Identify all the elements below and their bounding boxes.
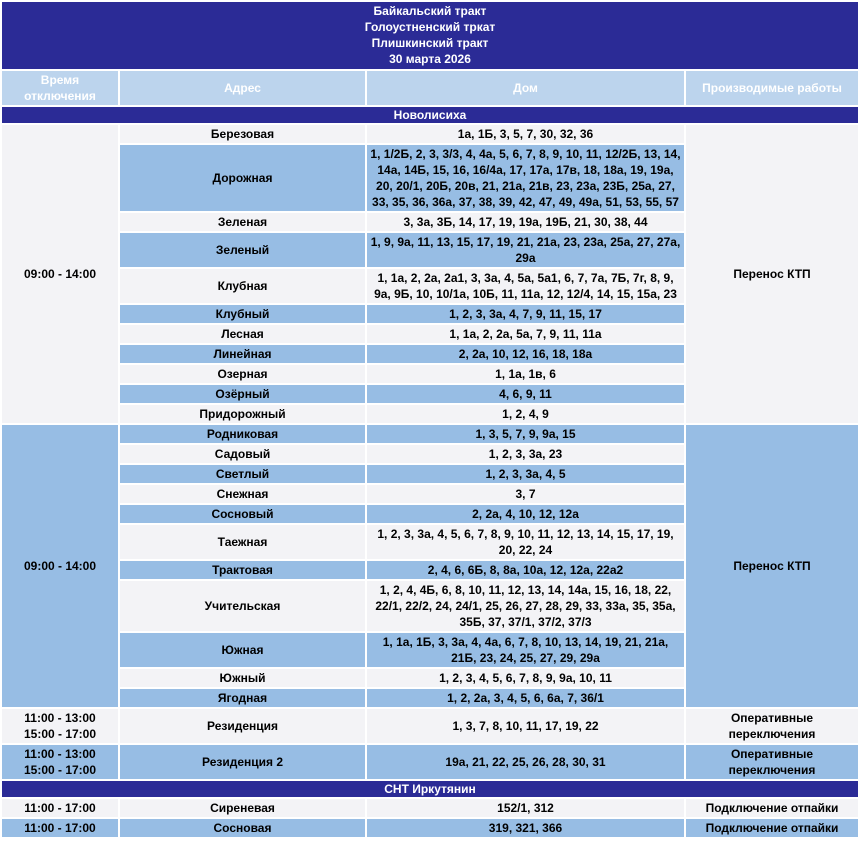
houses-cell: 1, 2, 3, 3а, 4, 5 (367, 465, 684, 483)
table-row (2, 819, 858, 837)
time-cell: 09:00 - 14:00 (2, 425, 118, 707)
street-cell: Зеленый (120, 233, 365, 267)
street-cell: Таежная (120, 525, 365, 559)
houses-cell: 1, 2, 3, 3а, 4, 7, 9, 11, 15, 17 (367, 305, 684, 323)
street-cell: Сосновая (120, 819, 365, 837)
street-cell: Резиденция (120, 709, 365, 743)
section-irkutyanin: СНТ Иркутянин (2, 781, 858, 797)
time-cell: 11:00 - 17:00 (2, 799, 118, 817)
work-line: переключения (728, 727, 816, 741)
houses-cell: 3, 3а, 3Б, 14, 17, 19, 19а, 19Б, 21, 30, 38, 44 (367, 213, 684, 231)
houses-cell: 1, 1а, 1в, 6 (367, 365, 684, 383)
street-cell: Клубный (120, 305, 365, 323)
header-works: Производимые работы (686, 71, 858, 105)
table-row (2, 799, 858, 817)
street-cell: Садовый (120, 445, 365, 463)
houses-cell: 1, 2, 4, 9 (367, 405, 684, 423)
street-cell: Родниковая (120, 425, 365, 443)
time-cell: 11:00 - 17:00 (2, 819, 118, 837)
street-cell: Придорожный (120, 405, 365, 423)
street-cell: Снежная (120, 485, 365, 503)
houses-cell: 2, 2а, 10, 12, 16, 18, 18а (367, 345, 684, 363)
header-time: Время отключения (2, 71, 118, 105)
time-cell (2, 709, 118, 743)
houses-cell: 2, 2а, 4, 10, 12, 12а (367, 505, 684, 523)
street-cell: Зеленая (120, 213, 365, 231)
houses-cell: 1а, 1Б, 3, 5, 7, 30, 32, 36 (367, 125, 684, 143)
street-cell: Резиденция 2 (120, 745, 365, 779)
work-cell: Подключение отпайки (686, 819, 858, 837)
street-cell: Клубная (120, 269, 365, 303)
street-cell: Лесная (120, 325, 365, 343)
houses-cell: 152/1, 312 (367, 799, 684, 817)
street-cell: Дорожная (120, 145, 365, 211)
header-address: Адрес (120, 71, 365, 105)
title-line-3: Плишкинский тракт (371, 36, 489, 50)
title-line-2: Голоустненский тркат (364, 20, 496, 34)
table-row (2, 745, 858, 779)
street-cell: Березовая (120, 125, 365, 143)
section-novolisikha: Новолисиха (2, 107, 858, 123)
houses-cell: 1, 2, 2а, 3, 4, 5, 6, 6а, 7, 36/1 (367, 689, 684, 707)
work-cell (686, 745, 858, 779)
street-cell: Линейная (120, 345, 365, 363)
group-2 (2, 425, 858, 707)
table-row (2, 425, 858, 443)
street-cell: Сосновый (120, 505, 365, 523)
time-line: 11:00 - 13:00 (24, 747, 96, 761)
title-date: 30 марта 2026 (389, 52, 471, 66)
section-row (2, 107, 858, 123)
header-row (2, 71, 858, 105)
houses-cell: 1, 2, 3, 4, 5, 6, 7, 8, 9, 9а, 10, 11 (367, 669, 684, 687)
time-line: 15:00 - 17:00 (23, 727, 97, 741)
work-cell (686, 709, 858, 743)
houses-cell: 1, 2, 3, 3а, 4, 5, 6, 7, 8, 9, 10, 11, 12, 13, 14, 15, 17, 19, 20, 22, 24 (367, 525, 684, 559)
street-cell: Учительская (120, 581, 365, 631)
houses-cell: 1, 1а, 2, 2а, 5а, 7, 9, 11, 11а (367, 325, 684, 343)
title-line-1: Байкальский тракт (373, 4, 487, 18)
houses-cell: 1, 9, 9а, 11, 13, 15, 17, 19, 21, 21а, 23, 23а, 25а, 27, 27а, 29а (367, 233, 684, 267)
time-cell: 09:00 - 14:00 (2, 125, 118, 423)
street-cell: Ягодная (120, 689, 365, 707)
street-cell: Южная (120, 633, 365, 667)
houses-cell: 319, 321, 366 (367, 819, 684, 837)
street-cell: Озёрный (120, 385, 365, 403)
houses-cell: 1, 1/2Б, 2, 3, 3/3, 4, 4а, 5, 6, 7, 8, 9, 10, 11, 12/2Б, 13, 14, 14а, 14Б, 15, 16, 16/4а, 17, 17а, 17в, 18, 18а, 19, 19а, 20, 20/1, 20Б, 20в, 21, 21а, 21в, 23, 23а, 23Б, 25а, 27, 33, 35, 36, 36а, 37, 38, 39, 42, 47, 49, 49а, 51, 53, 55, 57 (367, 145, 684, 211)
houses-cell: 1, 3, 7, 8, 10, 11, 17, 19, 22 (367, 709, 684, 743)
street-cell: Сиреневая (120, 799, 365, 817)
houses-cell: 2, 4, 6, 6Б, 8, 8а, 10а, 12, 12а, 22а2 (367, 561, 684, 579)
table-title (2, 2, 858, 69)
houses-cell: 3, 7 (367, 485, 684, 503)
time-cell (2, 745, 118, 779)
houses-cell: 1, 2, 3, 3а, 23 (367, 445, 684, 463)
work-line: Оперативные (730, 747, 814, 761)
work-line: Оперативные (730, 711, 814, 725)
header-house: Дом (367, 71, 684, 105)
work-line: переключения (728, 763, 816, 777)
houses-cell: 1, 1а, 1Б, 3, 3а, 4, 4а, 6, 7, 8, 10, 13, 14, 19, 21, 21а, 21Б, 23, 24, 25, 27, 29, 29а (367, 633, 684, 667)
work-cell: Перенос КТП (686, 125, 858, 423)
section-row (2, 781, 858, 797)
houses-cell: 19а, 21, 22, 25, 26, 28, 30, 31 (367, 745, 684, 779)
street-cell: Южный (120, 669, 365, 687)
time-line: 11:00 - 13:00 (24, 711, 96, 725)
table-row (2, 125, 858, 143)
houses-cell: 1, 1а, 2, 2а, 2а1, 3, 3а, 4, 5а, 5а1, 6, 7, 7а, 7Б, 7г, 8, 9, 9а, 9Б, 10, 10/1а, 10Б, 11, 11а, 12, 12/4, 14, 15, 15а, 23 (367, 269, 684, 303)
houses-cell: 4, 6, 9, 11 (367, 385, 684, 403)
street-cell: Светлый (120, 465, 365, 483)
street-cell: Трактовая (120, 561, 365, 579)
houses-cell: 1, 2, 4, 4Б, 6, 8, 10, 11, 12, 13, 14, 14а, 15, 16, 18, 22, 22/1, 22/2, 24, 24/1, 25, 26, 27, 28, 29, 33, 33а, 35, 35а, 35Б, 37, 37/1, 37/2, 37/3 (367, 581, 684, 631)
work-cell: Подключение отпайки (686, 799, 858, 817)
table-row (2, 709, 858, 743)
work-cell: Перенос КТП (686, 425, 858, 707)
houses-cell: 1, 3, 5, 7, 9, 9а, 15 (367, 425, 684, 443)
title-row (2, 2, 858, 69)
street-cell: Озерная (120, 365, 365, 383)
time-line: 15:00 - 17:00 (23, 763, 97, 777)
group-1 (2, 125, 858, 423)
